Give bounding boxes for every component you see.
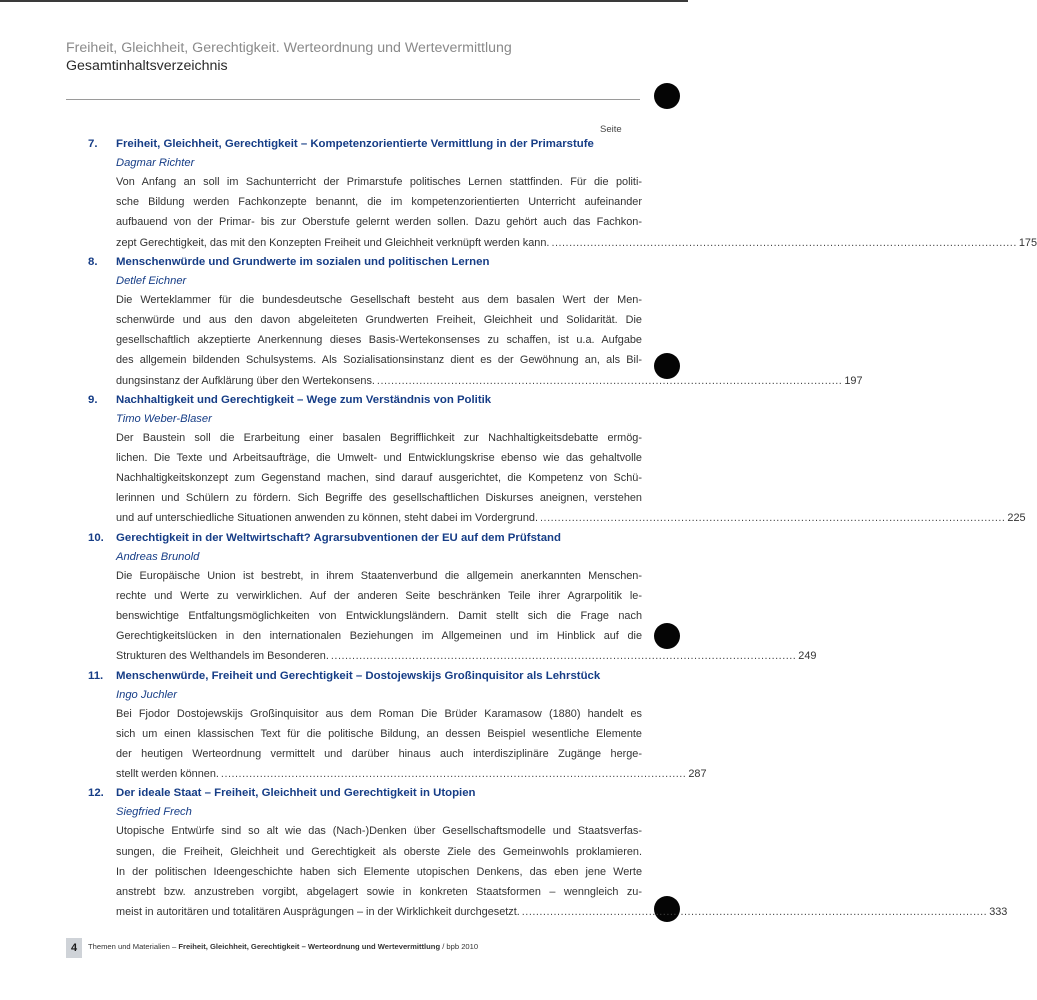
punch-hole-3 [654,623,680,649]
entry-description [88,566,817,667]
top-border-line [0,0,688,2]
desc-line: Die Werteklammer für die bundesdeutsche Gesellschaft besteht aus dem basalen Wert der Men- [116,293,642,306]
desc-line: anstrebt bzw. anzustreben vorgibt, abgelagert sowie in konkreten Staatsformen – wenngleich zu- [116,885,642,898]
page-number: 333 [989,906,1008,919]
entry-title[interactable] [88,784,642,803]
toc-entry-10 [88,529,817,667]
entry-title-text: Gerechtigkeit in der Weltwirtschaft? Agrarsubventionen der EU auf dem Prüfstand [116,531,561,544]
header-subtitle: Gesamtinhaltsverzeichnis [66,58,228,74]
entry-description [88,172,1037,253]
desc-line: sche Bildung werden Fachkonzepte benannt, die im kompetenzorientierten Unterricht aufeinander [116,196,642,209]
desc-line: sich um einen klassischen Text für die politische Bildung, an dessen Beispiel wesentliche Elemente [116,727,642,740]
page-number: 287 [688,768,707,781]
page-footer [66,938,646,958]
desc-line: In der politischen Ideengeschichte haben sich Elemente utopischen Denkens, das eben jene Werte [116,865,642,878]
entry-number: 9. [88,393,98,406]
desc-line: gesellschaftlich akzeptierte Anerkennung dieses Basis-Wertekonsenses zu schaffen, ist u.a. Aufgabe [116,334,642,347]
page-number: 197 [844,374,863,387]
desc-line: des allgemein bildenden Schulsystems. Als Sozialisationsinstanz dient es der Gewöhnung an, als Bil- [116,354,642,367]
entry-description [88,704,707,785]
toc-entry-7 [88,135,1037,253]
desc-line: schenwürde und aus den davon abgeleiteten Grundwerten Freiheit, Gleichheit und Solidarität. Die [116,313,642,326]
entry-title[interactable] [88,391,642,410]
desc-line: rechte und Werte zu verwirklichen. Auf der anderen Seite beschränken Teile ihrer Agrarpolitik le- [116,589,642,602]
entry-number: 11. [88,669,104,682]
footer-prefix: Themen und Materialien – [88,942,179,951]
entry-author: Siegfried Frech [116,806,192,819]
entry-number: 8. [88,255,98,268]
entry-author: Timo Weber-Blaser [116,412,212,425]
footer-page-number: 4 [66,938,82,958]
desc-line: Utopische Entwürfe sind so alt wie das (Nach-)Denken über Gesellschaftsmodelle und Staatsverfas- [116,825,642,838]
leader-dots: .................................................................................................................................... [330,650,797,663]
entry-title-text: Nachhaltigkeit und Gerechtigkeit – Wege zum Verständnis von Politik [116,393,492,406]
desc-line: der heutigen Werteordnung vermittelt und darüber hinaus auch interdisziplinäre Zugänge herge- [116,747,642,760]
toc-entry-8 [88,253,863,391]
entry-description [88,821,1008,922]
toc-entry-9 [88,391,1026,529]
page-number: 249 [798,650,817,663]
entry-author: Detlef Eichner [116,274,187,287]
header-rule [66,99,640,100]
entry-title-text: Menschenwürde, Freiheit und Gerechtigkeit – Dostojewskijs Großinquisitor als Lehrstück [116,669,601,682]
desc-last-line [116,233,1037,253]
entry-title-text: Freiheit, Gleichheit, Gerechtigkeit – Kompetenzorientierte Vermittlung in der Primarstufe [116,138,594,150]
toc-entry-11 [88,667,707,785]
desc-last-line [116,371,863,391]
desc-line: und auf unterschiedliche Situationen anwenden zu können, steht dabei im Vordergrund. [116,512,539,525]
desc-last-line [116,764,707,784]
desc-line: Die Europäische Union ist bestrebt, in ihrem Staatenverbund die allgemein anerkannten Menschen- [116,569,642,582]
page-header [66,40,646,75]
leader-dots: .................................................................................................................................... [220,768,687,781]
desc-line: sungen, die Freiheit, Gleichheit und Gerechtigkeit als oberste Ziele des Gemeinwohls proklamieren. [116,845,642,858]
page-number: 175 [1018,236,1037,249]
desc-line: Strukturen des Welthandels im Besonderen. [116,650,329,663]
desc-line: Der Baustein soll die Erarbeitung einer basalen Begrifflichkeit zur Nachhaltigkeitsdebatte ermög- [116,431,642,444]
desc-last-line [116,508,1026,528]
leader-dots: .................................................................................................................................... [376,374,843,387]
desc-line: lichen. Die Texte und Arbeitsaufträge, die Umwelt- und Entwicklungskrise ebenso wie das gehaltvolle [116,451,642,464]
footer-title: Freiheit, Gleichheit, Gerechtigkeit – Werteordnung und Wertevermittlung [178,942,441,951]
desc-line: aufbauend von der Primar- bis zur Oberstufe gelernt werden sollen. Dazu gehört auch das Fachkon- [116,216,642,229]
desc-line: benswichtige Entfaltungsmöglichkeiten von Entwicklungsländern. Damit stellt sich die Frage nach [116,610,642,622]
entry-title[interactable] [88,135,642,154]
desc-line: Bei Fjodor Dostojewskijs Großinquisitor aus dem Roman Die Brüder Karamasow (1880) handelt es [116,707,642,720]
entry-title-text: Menschenwürde und Grundwerte im sozialen und politischen Lernen [116,255,490,268]
table-of-contents [88,135,1037,922]
desc-line: meist in autoritären und totalitären Ausprägungen – in der Wirklichkeit durchgesetzt. [116,906,520,919]
desc-line: zept Gerechtigkeit, das mit den Konzepten Freiheit und Gleichheit verknüpft werden kann. [116,236,550,249]
desc-last-line [116,646,817,666]
leader-dots: .................................................................................................................................... [540,512,1006,525]
toc-entry-12 [88,784,1008,922]
entry-description [88,290,863,391]
entry-title-text: Der ideale Staat – Freiheit, Gleichheit und Gerechtigkeit in Utopien [116,787,476,800]
punch-hole-1 [654,83,680,109]
entry-title[interactable] [88,529,642,548]
desc-line: Gerechtigkeitslücken in den internationalen Beziehungen im Allgemeinen und im Hinblick auf die [116,630,642,643]
footer-text [88,942,478,951]
entry-author: Andreas Brunold [116,550,200,563]
leader-dots: .................................................................................................................................... [521,906,988,919]
desc-last-line [116,902,1008,922]
footer-suffix: / bpb 2010 [440,942,479,951]
desc-line: lerinnen und Schülern zu fördern. Sich Begriffe des gesellschaftlichen Diskurses aneignen, verstehen [116,492,642,505]
desc-line: stellt werden können. [116,768,219,781]
entry-number: 7. [88,138,98,150]
entry-title[interactable] [88,667,642,686]
header-title: Freiheit, Gleichheit, Gerechtigkeit. Werteordnung und Wertevermittlung [66,40,512,56]
entry-author: Dagmar Richter [116,157,195,169]
page-number: 225 [1007,512,1026,525]
entry-number: 10. [88,531,104,544]
desc-line: Nachhaltigkeitskonzept zum Gegenstand machen, sind darauf ausgerichtet, die Kompetenz von Schü- [116,472,642,485]
entry-description [88,428,1026,529]
entry-author: Ingo Juchler [116,688,177,701]
desc-line: dungsinstanz der Aufklärung über den Wertekonsens. [116,374,375,387]
seite-label: Seite [600,124,622,135]
entry-number: 12. [88,787,104,800]
desc-line: Von Anfang an soll im Sachunterricht der Primarstufe politisches Lernen stattfinden. Für die politi- [116,176,642,188]
leader-dots: .................................................................................................................................... [551,236,1017,249]
entry-title[interactable] [88,253,642,272]
